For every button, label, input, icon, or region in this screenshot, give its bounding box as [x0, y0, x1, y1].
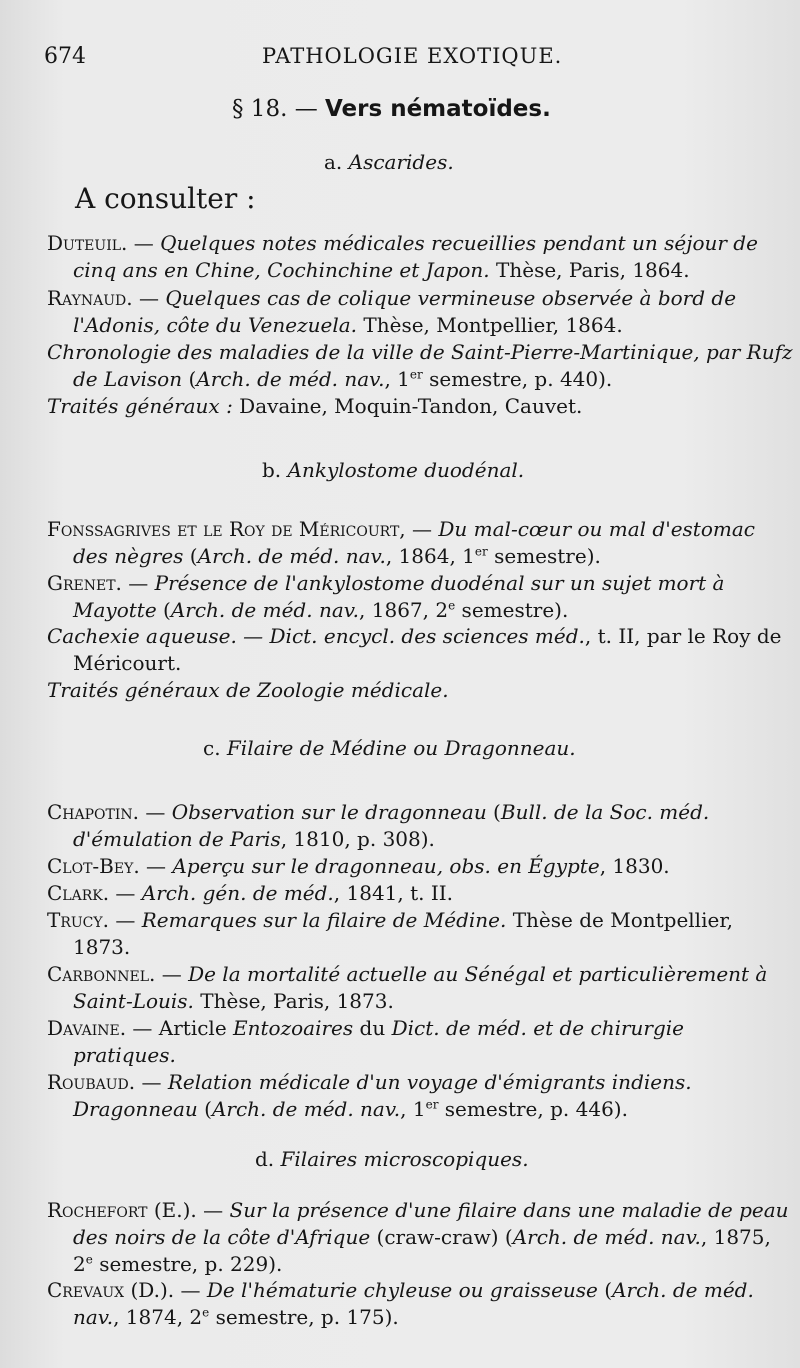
ref-title: Relation médicale d'un voyage d'émigrants indiens. Dragonneau	[73, 1070, 692, 1121]
consult-heading: A consulter :	[75, 182, 256, 215]
ref-details: (craw-craw) (	[370, 1225, 513, 1249]
ref-title: Remarques sur la filaire de Médine.	[141, 908, 507, 932]
subsection-letter: c.	[203, 736, 221, 760]
ref-dash: —	[109, 881, 142, 905]
reference-entry-roubaud	[47, 1069, 793, 1123]
ref-details: semestre, p. 440).	[422, 367, 613, 391]
ref-details: , 1874, 2	[113, 1305, 203, 1329]
ref-title: Traités généraux de Zoologie médicale.	[47, 678, 449, 702]
reference-entry-chapotin	[47, 799, 793, 853]
subsection-d-heading	[255, 1147, 529, 1171]
ref-details: Thèse, Paris, 1873.	[193, 989, 394, 1013]
subsection-title: Filaire de Médine ou Dragonneau.	[226, 736, 576, 760]
reference-entry-chronologie	[47, 339, 793, 393]
ref-author: Duteuil.	[47, 231, 128, 255]
ref-source: Arch. de méd. nav.	[197, 544, 386, 568]
subsection-letter: b.	[262, 458, 282, 482]
reference-entry-carbonnel	[47, 961, 793, 1015]
ref-paren: (	[597, 1278, 613, 1302]
ref-dash: —	[155, 962, 189, 986]
subsection-title: Ankylostome duodénal.	[287, 458, 525, 482]
reference-entry-davaine	[47, 1015, 793, 1069]
ref-author: Fonssagrives et le Roy de Méricourt,	[47, 517, 406, 541]
ref-superscript: er	[409, 367, 423, 382]
page-number: 674	[44, 44, 86, 69]
ref-title: Observation sur le dragonneau	[171, 800, 487, 824]
subsection-b-heading	[262, 458, 524, 482]
ref-details: du	[353, 1016, 392, 1040]
ref-title: Sur la présence d'une filaire dans une maladie de peau des noirs de la côte d'Afrique	[73, 1198, 789, 1249]
ref-author: Raynaud.	[47, 286, 133, 310]
ref-dash: —	[139, 854, 173, 878]
ref-author: Trucy.	[47, 908, 109, 932]
ref-paren: (	[183, 544, 198, 568]
reference-entry-rochefort	[47, 1197, 793, 1278]
ref-source: Bull. de la Soc. méd. d'émulation de Paris	[73, 800, 710, 851]
ref-details: Thèse, Montpellier, 1864.	[357, 313, 623, 337]
ref-source: Arch. de méd. nav.	[196, 367, 385, 391]
ref-details: semestre, p. 229).	[92, 1252, 283, 1276]
reference-entry-cachexie	[47, 623, 793, 677]
ref-title: Quelques notes médicales recueillies pendant un séjour de cinq ans en Chine, Cochinchine et Japon.	[73, 231, 758, 282]
reference-entry-traites-generaux	[47, 393, 793, 420]
ref-source: Arch. de méd. nav.	[512, 1225, 701, 1249]
ref-paren: (	[486, 800, 501, 824]
ref-author: Roubaud.	[47, 1070, 136, 1094]
reference-entry-traites-zoologie	[47, 677, 793, 704]
ref-paren: (	[156, 598, 171, 622]
ref-details: , 1	[384, 367, 410, 391]
ref-details: semestre, p. 175).	[209, 1305, 399, 1329]
ref-title: Chronologie des maladies de la ville de Saint-Pierre-Martinique, par Rufz de Lavison	[47, 340, 793, 391]
ref-dash: —	[126, 1016, 159, 1040]
ref-dash: —	[135, 1070, 168, 1094]
ref-details: , 1867, 2	[359, 598, 449, 622]
ref-details: Thèse de Montpellier, 1873.	[73, 908, 734, 959]
reference-entry-trucy	[47, 907, 793, 961]
ref-title: Traités généraux :	[47, 394, 233, 418]
ref-source: Dict. de méd. et de chirurgie pratiques.	[73, 1016, 685, 1067]
subsection-c-heading	[203, 736, 576, 760]
ref-superscript: er	[474, 544, 488, 559]
ref-dash: —	[405, 517, 439, 541]
reference-entry-crevaux	[47, 1277, 793, 1331]
ref-dash: —	[196, 1198, 230, 1222]
ref-title: Du mal-cœur ou mal d'estomac des nègres	[73, 517, 755, 568]
ref-superscript: er	[425, 1097, 439, 1112]
ref-superscript: e	[85, 1252, 93, 1267]
ref-superscript: e	[448, 598, 456, 613]
ref-details: , 1875, 2	[73, 1225, 771, 1276]
ref-dash: —	[121, 571, 155, 595]
ref-author: Rochefort (E.).	[47, 1198, 197, 1222]
ref-author: Clot-Bey.	[47, 854, 140, 878]
subsection-title: Filaires microscopiques.	[280, 1147, 529, 1171]
ref-source: Arch. de méd. nav.	[170, 598, 360, 622]
reference-entry-clot-bey	[47, 853, 793, 880]
ref-details: , 1830.	[599, 854, 670, 878]
reference-entry-duteuil	[47, 230, 793, 284]
ref-details: , 1810, p. 308).	[280, 827, 435, 851]
subsection-a-heading	[324, 150, 454, 174]
ref-title: De l'hématurie chyleuse ou graisseuse	[206, 1278, 598, 1302]
ref-superscript: e	[202, 1305, 210, 1320]
ref-details: semestre, p. 446).	[438, 1097, 628, 1121]
ref-details: Article	[158, 1016, 234, 1040]
ref-dash: —	[132, 286, 166, 310]
subsection-letter: a.	[324, 150, 343, 174]
ref-details: semestre).	[487, 544, 601, 568]
section-number: § 18. —	[232, 96, 318, 122]
ref-title: Cachexie aqueuse. — Dict. encycl. des sciences méd.	[47, 624, 585, 648]
ref-title: Présence de l'ankylostome duodénal sur un sujet mort à Mayotte	[73, 571, 725, 622]
ref-author: Clark.	[47, 881, 110, 905]
ref-dash: —	[139, 800, 172, 824]
ref-author: Carbonnel.	[47, 962, 156, 986]
ref-details: , 1	[400, 1097, 426, 1121]
ref-details: semestre).	[455, 598, 569, 622]
section-heading	[232, 96, 551, 122]
ref-details: , 1864, 1	[385, 544, 475, 568]
ref-author: Grenet.	[47, 571, 122, 595]
ref-details: Davaine, Moquin-Tandon, Cauvet.	[232, 394, 583, 418]
subsection-letter: d.	[255, 1147, 275, 1171]
reference-entry-fonssagrives	[47, 516, 793, 570]
ref-title: Entozoaires	[233, 1016, 354, 1040]
ref-paren: (	[197, 1097, 212, 1121]
ref-details: , t. II, par le Roy de Méricourt.	[73, 624, 782, 675]
reference-entry-clark	[47, 880, 793, 907]
ref-dash: —	[174, 1278, 207, 1302]
section-title: Vers nématoïdes.	[325, 96, 551, 122]
ref-dash: —	[109, 908, 142, 932]
ref-source: Arch. de méd. nav.	[211, 1097, 401, 1121]
ref-dash: —	[127, 231, 161, 255]
reference-entry-raynaud	[47, 285, 793, 339]
ref-author: Chapotin.	[47, 800, 139, 824]
subsection-title: Ascarides.	[348, 150, 454, 174]
ref-title: Arch. gén. de méd.	[141, 881, 334, 905]
ref-title: De la mortalité actuelle au Sénégal et particulièrement à Saint-Louis.	[73, 962, 768, 1013]
ref-details: , 1841, t. II.	[333, 881, 454, 905]
ref-details: Thèse, Paris, 1864.	[489, 258, 690, 282]
ref-title: Aperçu sur le dragonneau, obs. en Égypte	[172, 854, 600, 878]
ref-author: Crevaux (D.).	[47, 1278, 175, 1302]
ref-title: Quelques cas de colique vermineuse observée à bord de l'Adonis, côte du Venezuela.	[73, 286, 737, 337]
ref-paren: (	[182, 367, 197, 391]
ref-source: Arch. de méd. nav.	[73, 1278, 754, 1329]
ref-author: Davaine.	[47, 1016, 127, 1040]
reference-entry-grenet	[47, 570, 793, 624]
running-title: PATHOLOGIE EXOTIQUE.	[262, 44, 563, 68]
